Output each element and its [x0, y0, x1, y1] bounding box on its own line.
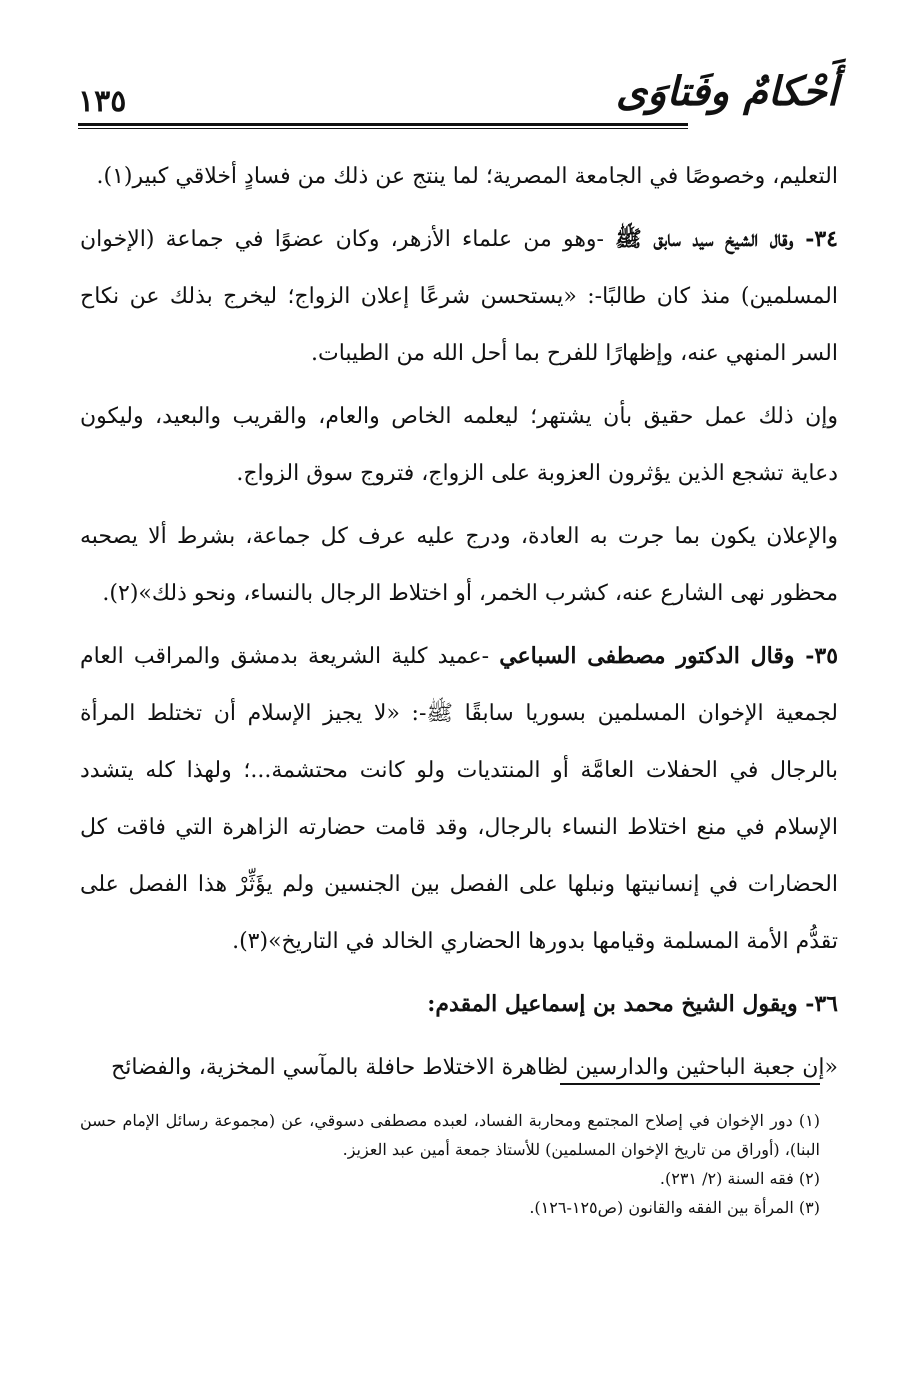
- paragraph-text: والإعلان يكون بما جرت به العادة، ودرج عليه عرف كل جماعة، بشرط ألا يصحبه محظور نهى الشارع عنه، كشرب الخمر، أو اختلاط الرجال بالنساء، ونحو ذلك»(٢).: [80, 524, 838, 606]
- page-header: [78, 60, 838, 130]
- footnote-divider: [560, 1083, 820, 1085]
- footnote-3: (٣) المرأة بين الفقه والقانون (ص١٢٥-١٢٦).: [529, 1198, 820, 1217]
- paragraph-3: [80, 388, 838, 502]
- paragraph-lead: ٣٦- ويقول الشيخ محمد بن إسماعيل المقدم:: [427, 991, 838, 1017]
- footnote-2: (٢) فقه السنة (٢/ ٢٣١).: [659, 1169, 820, 1188]
- paragraph-7: [80, 1039, 838, 1096]
- book-title: أَحْكامٌ وفَتاوَى: [615, 68, 838, 115]
- paragraph-text: وإن ذلك عمل حقيق بأن يشتهر؛ ليعلمه الخاص والعام، والقريب والبعيد، وليكون دعاية تشجع الذين يؤثرون العزوبة على الزواج، فتروج سوق الزواج.: [80, 404, 838, 486]
- paragraph-lead: ٣٤- وقال الشيخ سيد سابق ﷺ: [615, 226, 838, 252]
- paragraph-35: [80, 628, 838, 970]
- main-text: [80, 148, 838, 1102]
- paragraph-text: «إن جعبة الباحثين والدارسين لظاهرة الاختلاط حافلة بالمآسي المخزية، والفضائح: [111, 1055, 838, 1080]
- paragraph-36: [80, 976, 838, 1033]
- header-rule: [78, 123, 688, 126]
- footnote-1: (١) دور الإخوان في إصلاح المجتمع ومحاربة الفساد، لعبده مصطفى دسوقي، عن (مجموعة رسائل الإمام حسن البنا)، (أوراق من تاريخ الإخوان المسلمين) للأستاذ جمعة أمين عبد العزيز.: [80, 1111, 820, 1159]
- paragraph-text: -وهو من علماء الأزهر، وكان عضوًا في جماعة (الإخوان المسلمين) منذ كان طالبًا-: «يستحسن شرعًا إعلان الزواج؛ ليخرج بذلك عن نكاح السر المنهي عنه، وإظهارًا للفرح بما أحل الله من الطيبات.: [80, 227, 838, 366]
- page-number: ١٣٥: [78, 84, 127, 119]
- paragraph-text: التعليم، وخصوصًا في الجامعة المصرية؛ لما ينتج عن ذلك من فسادٍ أخلاقي كبير(١).: [96, 164, 838, 189]
- paragraph-34: [80, 211, 838, 382]
- paragraph-1: [80, 148, 838, 205]
- header-rule-thin: [78, 128, 688, 129]
- paragraph-lead: ٣٥- وقال الدكتور مصطفى السباعي: [499, 643, 839, 669]
- footnotes: [80, 1106, 820, 1222]
- paragraph-4: [80, 508, 838, 622]
- paragraph-text: -عميد كلية الشريعة بدمشق والمراقب العام لجمعية الإخوان المسلمين بسوريا سابقًا ﷺ-: «لا يجيز الإسلام أن تختلط المرأة بالرجال في الحفلات العامَّة أو المنتديات ولو كانت محتشمة...؛ ولهذا كله يتشدد الإسلام في منع اختلاط النساء بالرجال، وقد قامت حضارته الزاهرة التي فاقت كل الحضارات في إنسانيتها ونبلها على الفصل بين الجنسين ولم يؤَثِّرْ هذا الفصل على تقدُّم الأمة المسلمة وقيامها بدورها الحضاري الخالد في التاريخ»(٣).: [80, 644, 838, 954]
